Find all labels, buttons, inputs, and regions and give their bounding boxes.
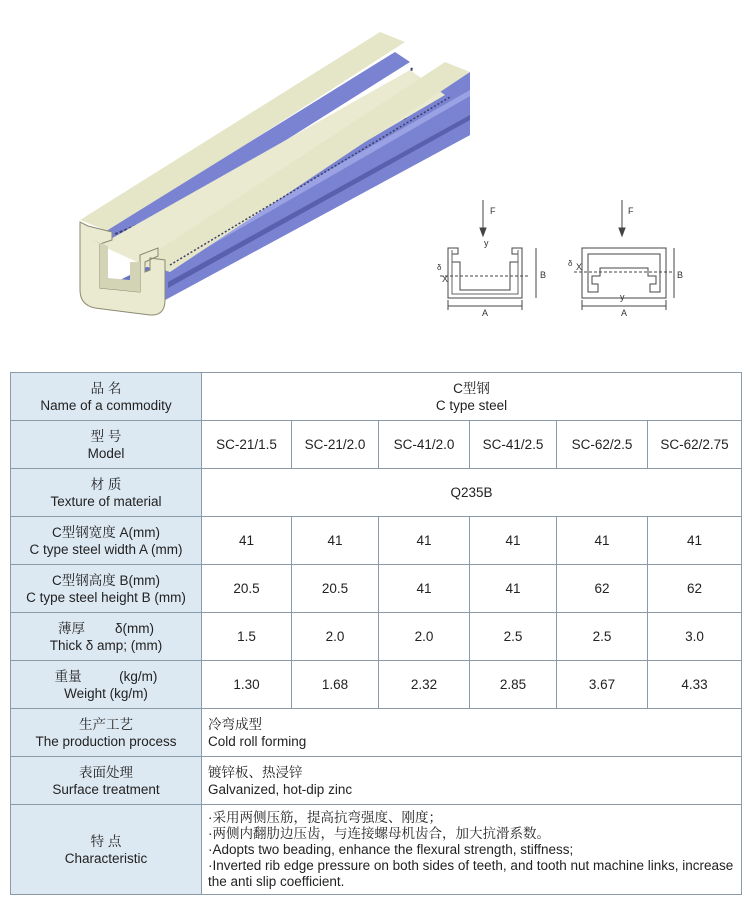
label-width-en: C type steel width A (mm): [29, 541, 183, 557]
thickness-cell: 3.0: [648, 613, 742, 661]
model-cell: SC-62/2.5: [557, 421, 648, 469]
characteristic-line: ·两侧内翻肋边压齿，与连接螺母机齿合，加大抗滑系数。: [208, 825, 550, 841]
value-process-en: Cold roll forming: [208, 733, 307, 749]
weight-cell: 1.30: [202, 661, 292, 709]
x-axis-label-1: X: [442, 274, 449, 284]
row-width: [11, 517, 742, 565]
row-height: [11, 565, 742, 613]
b-dim-label-1: B: [540, 270, 547, 280]
label-material-en: Texture of material: [50, 493, 162, 509]
label-weight-zh: 重量 (kg/m): [54, 668, 158, 684]
weight-cell: 4.33: [648, 661, 742, 709]
model-cell: SC-41/2.5: [470, 421, 557, 469]
section-diagram-small: [437, 200, 546, 318]
row-material: [11, 469, 742, 517]
x-axis-label-2: X: [576, 262, 583, 272]
width-cell: 41: [470, 517, 557, 565]
label-model-en: Model: [87, 445, 125, 461]
label-characteristic: [11, 805, 202, 895]
thickness-cell: 2.5: [557, 613, 648, 661]
label-height-zh: C型钢高度 B(mm): [52, 572, 160, 588]
height-cell: 20.5: [292, 565, 379, 613]
spec-table: [10, 372, 742, 895]
label-surface: [11, 757, 202, 805]
model-cell: SC-21/2.0: [292, 421, 379, 469]
label-process: [11, 709, 202, 757]
value-surface: [202, 757, 742, 805]
height-cell: 62: [648, 565, 742, 613]
label-material: [11, 469, 202, 517]
label-weight: [11, 661, 202, 709]
a-dim-label-1: A: [482, 308, 489, 318]
row-characteristic: [11, 805, 742, 895]
thickness-cell: 2.0: [292, 613, 379, 661]
force-label-1: F: [490, 206, 496, 216]
width-cell: 41: [557, 517, 648, 565]
section-diagram-large: [568, 200, 683, 318]
height-cell: 41: [379, 565, 470, 613]
value-material: Q235B: [202, 469, 742, 517]
label-commodity-en: Name of a commodity: [40, 397, 172, 413]
characteristic-line: ·采用两侧压筋，提高抗弯强度、刚度；: [208, 809, 442, 825]
row-commodity: [11, 373, 742, 421]
label-width-zh: C型钢宽度 A(mm): [52, 524, 160, 540]
label-model: [11, 421, 202, 469]
weight-cell: 2.32: [379, 661, 470, 709]
weight-cell: 1.68: [292, 661, 379, 709]
label-surface-en: Surface treatment: [52, 781, 160, 797]
label-height: [11, 565, 202, 613]
row-process: [11, 709, 742, 757]
label-process-zh: 生产工艺: [79, 716, 133, 732]
label-characteristic-zh: 特 点: [90, 833, 122, 849]
label-material-zh: 材 质: [90, 476, 122, 492]
label-thickness: [11, 613, 202, 661]
height-cell: 41: [470, 565, 557, 613]
value-commodity-zh: C型钢: [453, 380, 490, 396]
label-commodity: [11, 373, 202, 421]
label-process-en: The production process: [35, 733, 177, 749]
label-weight-en: Weight (kg/m): [64, 685, 148, 701]
model-cell: SC-41/2.0: [379, 421, 470, 469]
product-figure: [0, 0, 750, 372]
label-width: [11, 517, 202, 565]
model-cell: SC-62/2.75: [648, 421, 742, 469]
channel-3d-render: [80, 32, 470, 315]
label-thickness-zh: 薄厚 δ(mm): [57, 620, 154, 636]
row-weight: [11, 661, 742, 709]
label-characteristic-en: Characteristic: [64, 850, 148, 866]
c-channel-illustration: [0, 0, 750, 372]
characteristic-line: ·Adopts two beading, enhance the flexural strength, stiffness;: [208, 841, 574, 857]
thickness-cell: 1.5: [202, 613, 292, 661]
value-surface-en: Galvanized, hot-dip zinc: [208, 781, 353, 797]
value-surface-zh: 镀锌板、热浸锌: [208, 764, 303, 780]
value-characteristic: [202, 805, 742, 895]
value-process: [202, 709, 742, 757]
b-dim-label-2: B: [677, 270, 684, 280]
model-cell: SC-21/1.5: [202, 421, 292, 469]
label-thickness-en: Thick δ amp; (mm): [49, 637, 163, 653]
row-model: [11, 421, 742, 469]
thickness-cell: 2.5: [470, 613, 557, 661]
y-axis-label-2: y: [620, 292, 625, 302]
y-axis-label-1: y: [484, 238, 489, 248]
height-cell: 20.5: [202, 565, 292, 613]
width-cell: 41: [379, 517, 470, 565]
value-commodity-en: C type steel: [435, 397, 508, 413]
a-dim-label-2: A: [621, 308, 628, 318]
row-surface: [11, 757, 742, 805]
characteristic-line: ·Inverted rib edge pressure on both sides of teeth, and tooth nut machine links, increase the anti slip coefficient.: [208, 857, 734, 889]
width-cell: 41: [292, 517, 379, 565]
weight-cell: 2.85: [470, 661, 557, 709]
value-process-zh: 冷弯成型: [208, 716, 262, 732]
delta-label-2: δ: [568, 259, 573, 268]
label-height-en: C type steel height B (mm): [26, 589, 186, 605]
label-commodity-zh: 品 名: [90, 380, 122, 396]
width-cell: 41: [648, 517, 742, 565]
label-model-zh: 型 号: [90, 428, 122, 444]
width-cell: 41: [202, 517, 292, 565]
row-thickness: [11, 613, 742, 661]
value-commodity: [202, 373, 742, 421]
height-cell: 62: [557, 565, 648, 613]
weight-cell: 3.67: [557, 661, 648, 709]
force-label-2: F: [628, 206, 634, 216]
thickness-cell: 2.0: [379, 613, 470, 661]
delta-label-1: δ: [437, 263, 442, 272]
label-surface-zh: 表面处理: [79, 764, 133, 780]
